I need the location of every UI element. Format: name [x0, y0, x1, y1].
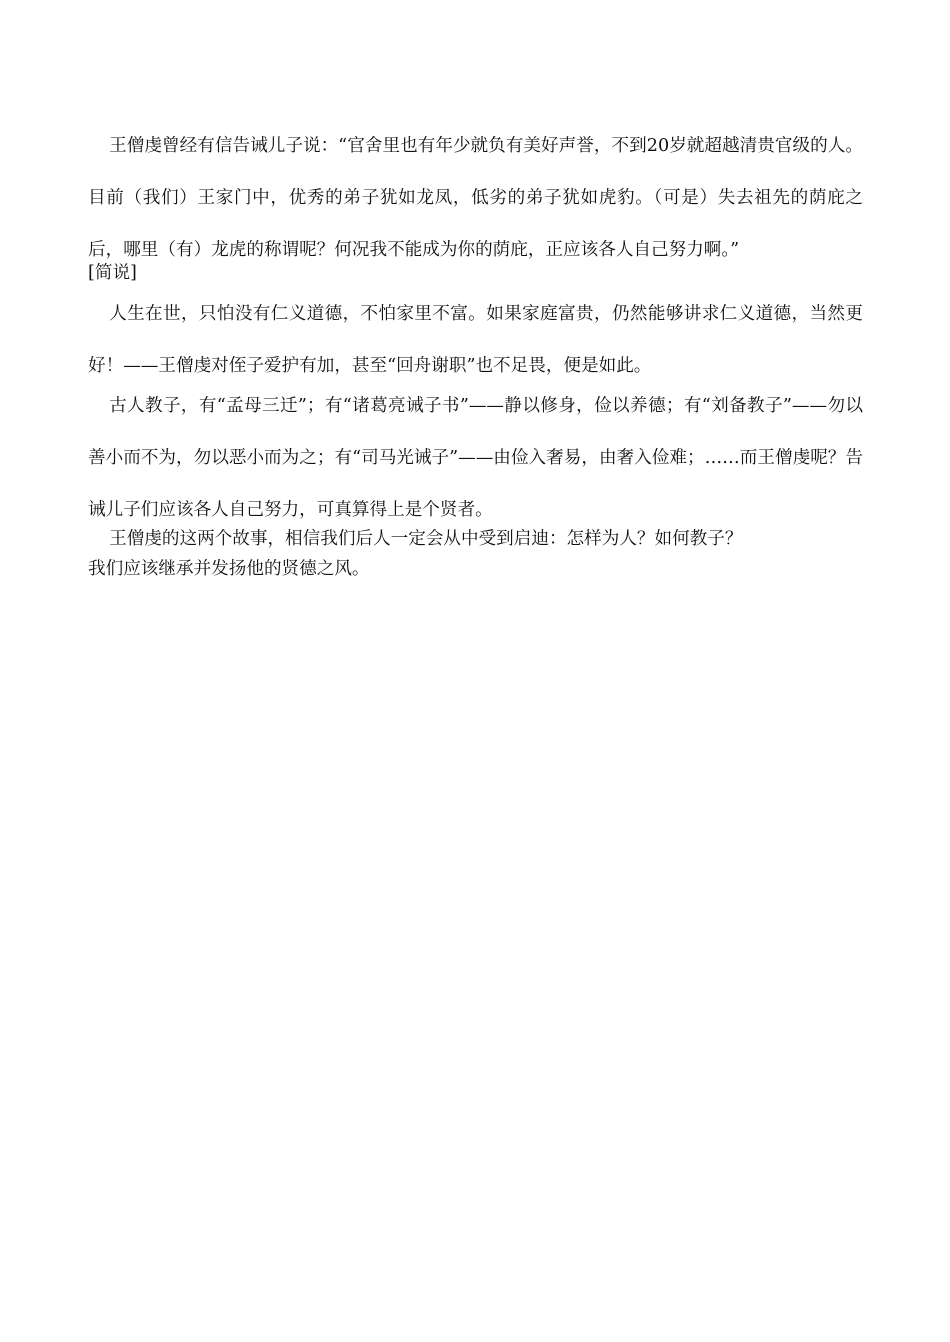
paragraph-commentary: 人生在世，只怕没有仁义道德，不怕家里不富。如果家庭富贵，仍然能够讲求仁义道德，当然更好！——王僧虔对侄子爱护有加，甚至“回舟谢职”也不足畏，便是如此。 — [88, 304, 863, 376]
paragraph-letter: 王僧虔曾经有信告诫儿子说：“官舍里也有年少就负有美好声誉，不到20岁就超越清贵官级的人。目前（我们）王家门中，优秀的弟子犹如龙凤，低劣的弟子犹如虎豹。（可是）失去祖先的荫庇之后，哪里（有）龙虎的称谓呢？何况我不能成为你的荫庇，正应该各人自己努力啊。” — [88, 136, 863, 260]
paragraph-ancient-teaching: 古人教子，有“孟母三迁”；有“诸葛亮诫子书”——静以修身，俭以养德；有“刘备教子”——勿以善小而不为，勿以恶小而为之；有“司马光诫子”——由俭入奢易，由奢入俭难；……而王僧虔呢？告诫儿子们应该各人自己努力，可真算得上是个贤者。 — [88, 396, 863, 520]
paragraph-conclusion: 我们应该继承并发扬他的贤德之风。 — [88, 559, 370, 579]
paragraph-inspiration: 王僧虔的这两个故事，相信我们后人一定会从中受到启迪：怎样为人？如何教子？ — [109, 529, 743, 549]
section-heading-jianshuo: [简说] — [88, 263, 137, 283]
document-page — [88, 120, 863, 584]
